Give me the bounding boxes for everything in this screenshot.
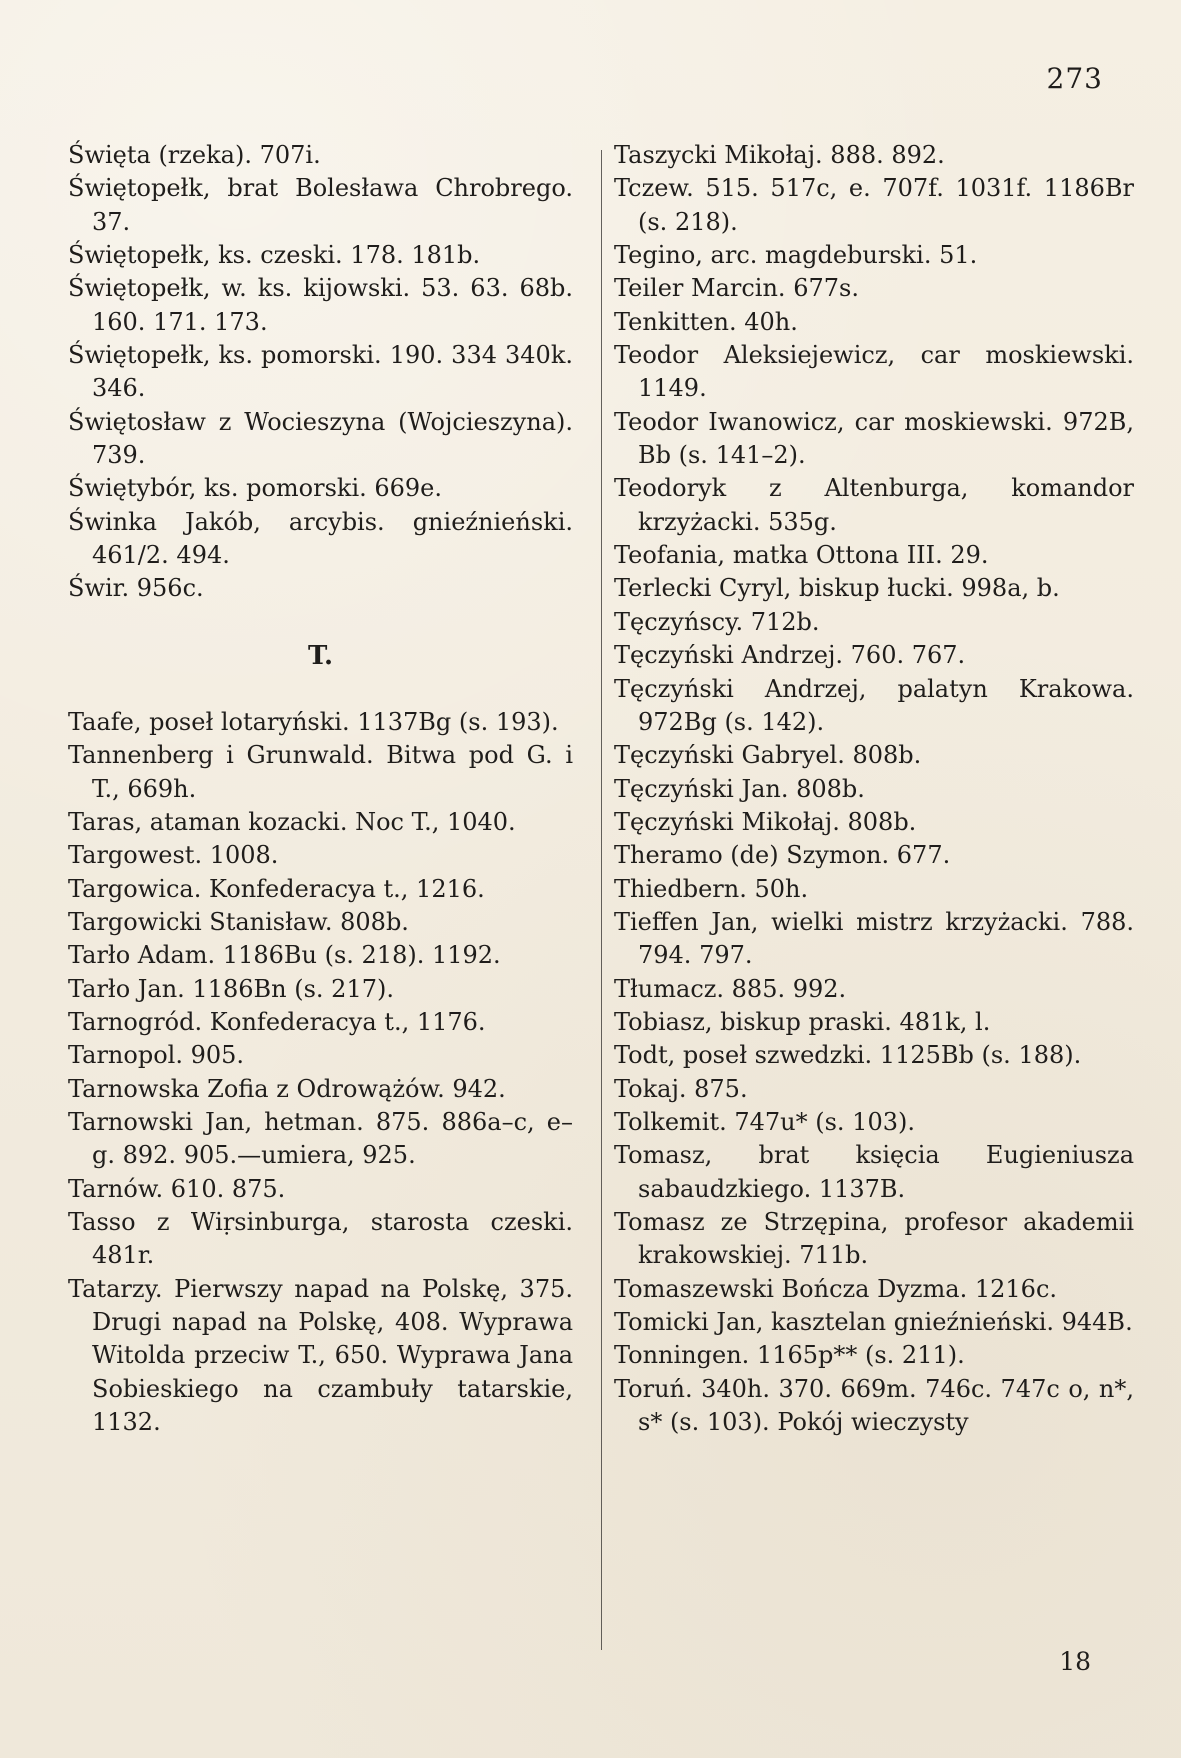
index-entry: Świętopełk, brat Bolesława Chrobrego. 37. [68,174,573,236]
index-entry: Tieffen Jan, wielki mistrz krzyżacki. 788. 794. 797. [614,907,1134,970]
index-entry: Targowicki Stanisław. 808b. [68,907,409,936]
index-entry: Świr. 956c. [68,574,204,603]
index-entry: Teodor Iwanowicz, car moskiewski. 972B, Bb (s. 141–2). [614,407,1134,470]
index-entry: Świętopełk, w. ks. kijowski. 53. 63. 68b. 160. 171. 173. [68,274,573,336]
index-entry: Tarło Jan. 1186Bn (s. 217). [68,974,394,1003]
index-entry: Tenkitten. 40h. [614,307,798,336]
index-entry: Tarło Adam. 1186Bu (s. 218). 1192. [68,941,501,970]
index-entry: Tłumacz. 885. 992. [614,974,847,1003]
index-entry: Tęczyński Jan. 808b. [614,774,865,803]
index-entry: Tolkemit. 747u* (s. 103). [614,1107,915,1136]
index-entry: Teodor Aleksiejewicz, car moskiewski. 1149. [614,341,1134,403]
footer-number: 18 [1059,1647,1091,1676]
section-letter: T. [307,640,334,671]
index-entry: Tomasz, brat księcia Eugieniusza sabaudzkiego. 1137B. [614,1141,1134,1203]
index-entry: Tatarzy. Pierwszy napad na Polskę, 375. Drugi napad na Polskę, 408. Wyprawa Witolda przeciw T., 650. Wyprawa Jana Sobieskiego na czambuły tatarskie, 1132. [68,1274,573,1437]
index-entry: Tarnowski Jan, hetman. 875. 886a–c, e–g. 892. 905.—umiera, 925. [68,1107,573,1170]
index-entry: Tęczyński Andrzej. 760. 767. [614,641,966,670]
index-entry: Tarnogród. Konfederacya t., 1176. [68,1007,486,1036]
index-entry: Tęczyński Gabryel. 808b. [614,741,922,770]
left-index-column [68,139,573,1439]
index-entry: Taszycki Mikołaj. 888. 892. [614,141,945,169]
index-entry: Tarnopol. 905. [68,1041,245,1070]
page-number: 273 [1046,62,1103,95]
index-entry: Terlecki Cyryl, biskup łucki. 998a, b. [614,574,1060,603]
index-entry: Tobiasz, biskup praski. 481k, l. [614,1007,991,1036]
index-entry: Świętopełk, ks. pomorski. 190. 334 340k. 346. [68,341,573,403]
index-entry: Tęczyńscy. 712b. [614,607,820,636]
index-entry: Teiler Marcin. 677s. [614,274,859,303]
index-entry: Tomaszewski Bończa Dyzma. 1216c. [614,1274,1058,1303]
index-entry: Targowest. 1008. [68,841,279,870]
index-entry: Theramo (de) Szymon. 677. [614,841,951,870]
right-index-column [614,139,1134,1439]
index-entry: Taafe, poseł lotaryński. 1137Bg (s. 193). [68,707,559,736]
index-entry: Tegino, arc. magdeburski. 51. [614,241,978,270]
index-entry: Tomasz ze Strzępina, profesor akademii krakowskiej. 711b. [614,1208,1134,1270]
index-entry: Tomicki Jan, kasztelan gnieźnieński. 944B. [614,1308,1133,1337]
index-entry: Tczew. 515. 517c, e. 707f. 1031f. 1186Br (s. 218). [614,174,1134,236]
index-entry: Świętopełk, ks. czeski. 178. 181b. [68,241,481,270]
index-entry: Taras, ataman kozacki. Noc T., 1040. [68,807,516,836]
index-entry: Tasso z Wiṛsinburga, starosta czeski. 481r. [68,1207,573,1270]
index-entry: Todt, poseł szwedzki. 1125Bb (s. 188). [614,1041,1082,1070]
index-entry: Tęczyński Mikołaj. 808b. [614,807,917,836]
index-entry: Toruń. 340h. 370. 669m. 746c. 747c o, n*, s* (s. 103). Pokój wieczysty [614,1374,1134,1437]
index-entry: Święta (rzeka). 707i. [68,141,321,169]
index-entry: Świętybór, ks. pomorski. 669e. [68,474,443,503]
index-entry: Targowica. Konfederacya t., 1216. [68,874,485,903]
index-entry: Świnka Jakób, arcybis. gnieźnieński. 461/2. 494. [68,507,573,570]
index-entry: Tokaj. 875. [614,1074,748,1103]
index-entry: Tarnów. 610. 875. [68,1174,286,1203]
column-divider [601,150,602,1650]
index-entry: Tęczyński Andrzej, palatyn Krakowa. 972Bg (s. 142). [614,674,1134,736]
index-entry: Świętosław z Wocieszyna (Wojcieszyna). 739. [68,407,573,470]
index-entry: Teofania, matka Ottona III. 29. [614,541,989,570]
index-entry: Tonningen. 1165p** (s. 211). [614,1341,965,1370]
index-entry: Tarnowska Zofia z Odrowążów. 942. [68,1074,506,1103]
index-entry: Tannenberg i Grunwald. Bitwa pod G. i T., 669h. [68,741,573,803]
index-entry: Teodoryk z Altenburga, komandor krzyżacki. 535g. [614,474,1134,536]
index-entry: Thiedbern. 50h. [614,874,809,903]
